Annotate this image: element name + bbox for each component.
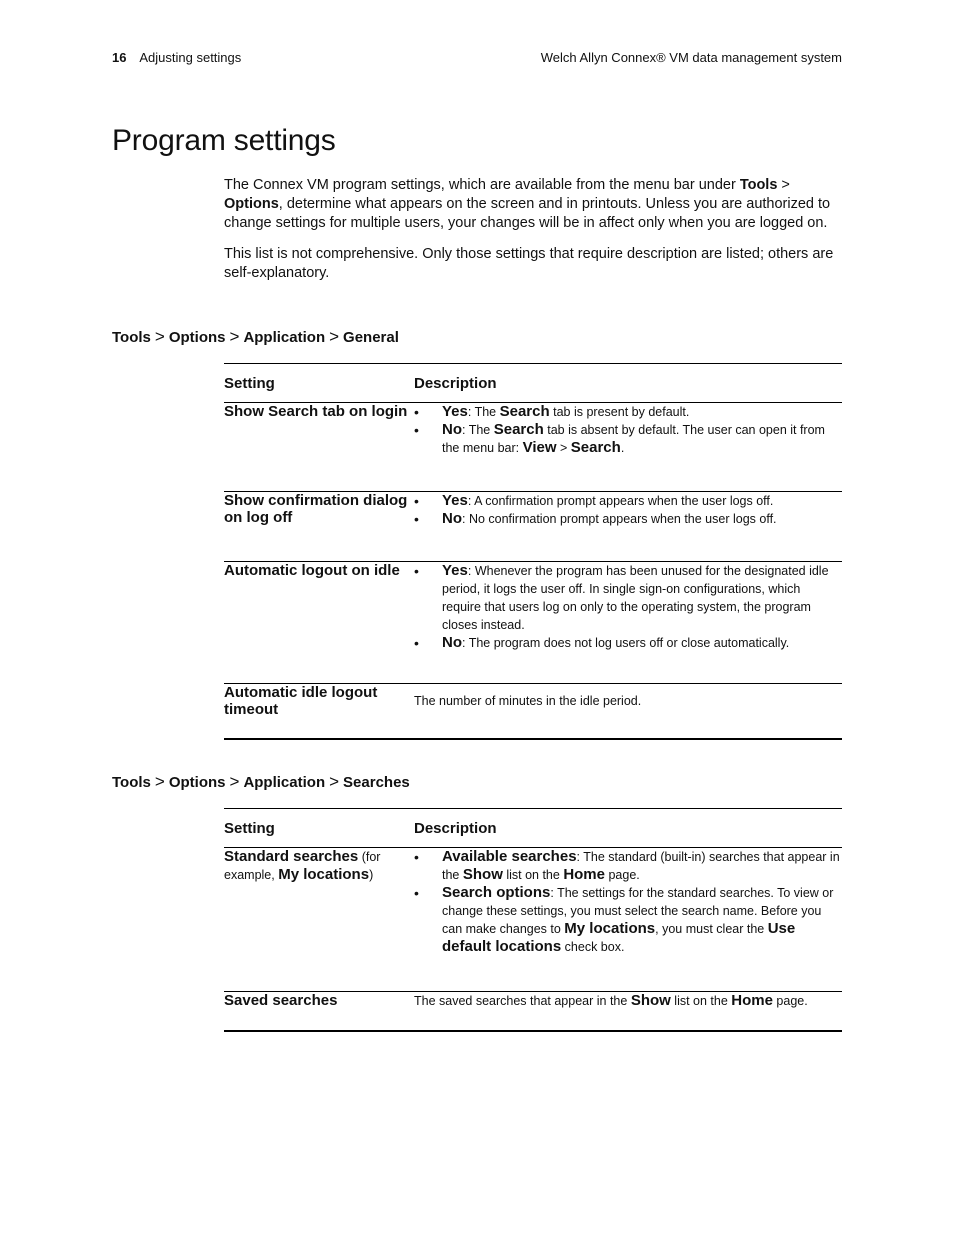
table-header-row <box>224 364 842 403</box>
intro-paragraph-1 <box>224 176 844 233</box>
desc-text: : The <box>462 423 494 437</box>
setting-description <box>414 403 842 492</box>
intro-paragraph-2: This list is not comprehensive. Only those settings that require description are listed; others are self-explanatory. <box>224 246 834 281</box>
setting-description <box>414 848 842 992</box>
list-item <box>414 492 842 510</box>
crumb-options: Options <box>168 329 226 346</box>
column-header-setting: Setting <box>224 374 275 392</box>
option-yes: Yes <box>442 403 468 420</box>
desc-text: page. <box>605 868 640 882</box>
list-item <box>414 884 842 956</box>
crumb-general: General <box>343 329 399 346</box>
setting-label: Standard searches <box>224 848 359 865</box>
page-header-left <box>112 50 241 65</box>
table-row <box>224 403 842 492</box>
column-header-description: Description <box>414 374 497 392</box>
crumb-separator: > <box>154 772 165 791</box>
desc-text: list on the <box>502 868 564 882</box>
ui-term: Search <box>499 403 550 420</box>
table-row <box>224 492 842 562</box>
ui-term: Available searches <box>442 848 577 865</box>
ui-term: Home <box>563 866 605 883</box>
breadcrumb-general <box>112 327 399 347</box>
menu-tools: Tools <box>739 177 778 193</box>
crumb-separator: > <box>329 772 340 791</box>
ui-term: Search <box>570 439 621 456</box>
desc-text: : The settings for the standard searches. To view or change these settings, you must select the search name. Before you can make changes to <box>442 886 834 936</box>
page-number: 16 <box>112 50 127 65</box>
crumb-separator: > <box>329 327 340 346</box>
ui-term: Show <box>630 992 671 1009</box>
breadcrumb-searches <box>112 772 410 792</box>
crumb-options: Options <box>168 774 226 791</box>
list-item <box>414 634 842 652</box>
list-item <box>414 562 842 634</box>
option-no: No <box>442 510 462 527</box>
page-title: Program settings <box>112 124 336 157</box>
ui-term: Home <box>731 992 773 1009</box>
ui-term: My locations <box>278 866 370 883</box>
setting-description <box>414 992 842 1031</box>
option-no: No <box>442 634 462 651</box>
crumb-searches: Searches <box>343 774 410 791</box>
setting-name: Automatic logout on idle <box>224 562 400 579</box>
setting-note: (for example, <box>224 850 381 882</box>
menu-options: Options <box>224 196 279 212</box>
crumb-tools: Tools <box>112 774 151 791</box>
crumb-separator: > <box>229 772 240 791</box>
ui-term: Use default locations <box>442 920 796 955</box>
crumb-separator: > <box>229 327 240 346</box>
desc-text: : The <box>467 405 500 419</box>
setting-note: ) <box>369 868 374 882</box>
general-settings-table <box>224 363 842 740</box>
table-row <box>224 992 842 1031</box>
desc-text: tab is present by default. <box>549 405 690 419</box>
setting-name: Show Search tab on login <box>224 403 408 420</box>
intro-text: The Connex VM program settings, which are available from the menu bar under <box>224 177 740 193</box>
desc-text: tab is absent by default. The user can open it from the menu bar: <box>442 423 825 455</box>
crumb-application: Application <box>243 329 326 346</box>
menu-separator: > <box>777 177 790 193</box>
desc-text: : A confirmation prompt appears when the user logs off. <box>467 494 774 508</box>
table-row <box>224 684 842 739</box>
section-name: Adjusting settings <box>139 50 242 65</box>
table-header-row <box>224 809 842 848</box>
desc-text: : The program does not log users off or close automatically. <box>462 636 790 650</box>
option-yes: Yes <box>442 562 468 579</box>
ui-term: Show <box>462 866 503 883</box>
document-title: Welch Allyn Connex® VM data management system <box>540 50 842 65</box>
desc-text: page. <box>772 994 808 1008</box>
desc-text: : The standard (built-in) searches that appear in the <box>442 850 840 882</box>
searches-settings-table <box>224 808 842 1032</box>
list-item <box>414 421 842 457</box>
option-yes: Yes <box>442 492 468 509</box>
setting-description <box>414 492 842 562</box>
setting-description: The number of minutes in the idle period. <box>414 694 642 708</box>
column-header-setting: Setting <box>224 819 275 837</box>
crumb-application: Application <box>243 774 326 791</box>
list-item <box>414 510 842 528</box>
table-row <box>224 848 842 992</box>
setting-description <box>414 562 842 684</box>
crumb-tools: Tools <box>112 329 151 346</box>
ui-term: Search options <box>442 884 551 901</box>
desc-text: : Whenever the program has been unused for the designated idle period, it logs the user off. In single sign-on configurations, which require that users log on only to the operating system, the program closes instead. <box>442 564 829 632</box>
desc-text: : No confirmation prompt appears when the user logs off. <box>462 512 777 526</box>
list-item <box>414 403 842 421</box>
crumb-separator: > <box>154 327 165 346</box>
setting-name: Automatic idle logout timeout <box>224 684 378 718</box>
intro-text: , determine what appears on the screen and in printouts. Unless you are authorized to change settings for multiple users, your changes will be in affect only when you are logged on. <box>224 196 831 231</box>
desc-text: The saved searches that appear in the <box>414 994 631 1008</box>
setting-name: Saved searches <box>224 992 338 1009</box>
desc-text: . <box>620 441 625 455</box>
ui-term: My locations <box>564 920 656 937</box>
option-no: No <box>442 421 462 438</box>
ui-term: View <box>522 439 557 456</box>
ui-term: Search <box>493 421 544 438</box>
column-header-description: Description <box>414 819 497 837</box>
desc-text: check box. <box>561 940 625 954</box>
setting-name <box>224 848 414 992</box>
list-item <box>414 848 842 884</box>
table-row <box>224 562 842 684</box>
desc-text: , you must clear the <box>655 922 768 936</box>
desc-text: > <box>556 441 571 455</box>
desc-text: list on the <box>670 994 732 1008</box>
setting-name: Show confirmation dialog on log off <box>224 492 408 526</box>
